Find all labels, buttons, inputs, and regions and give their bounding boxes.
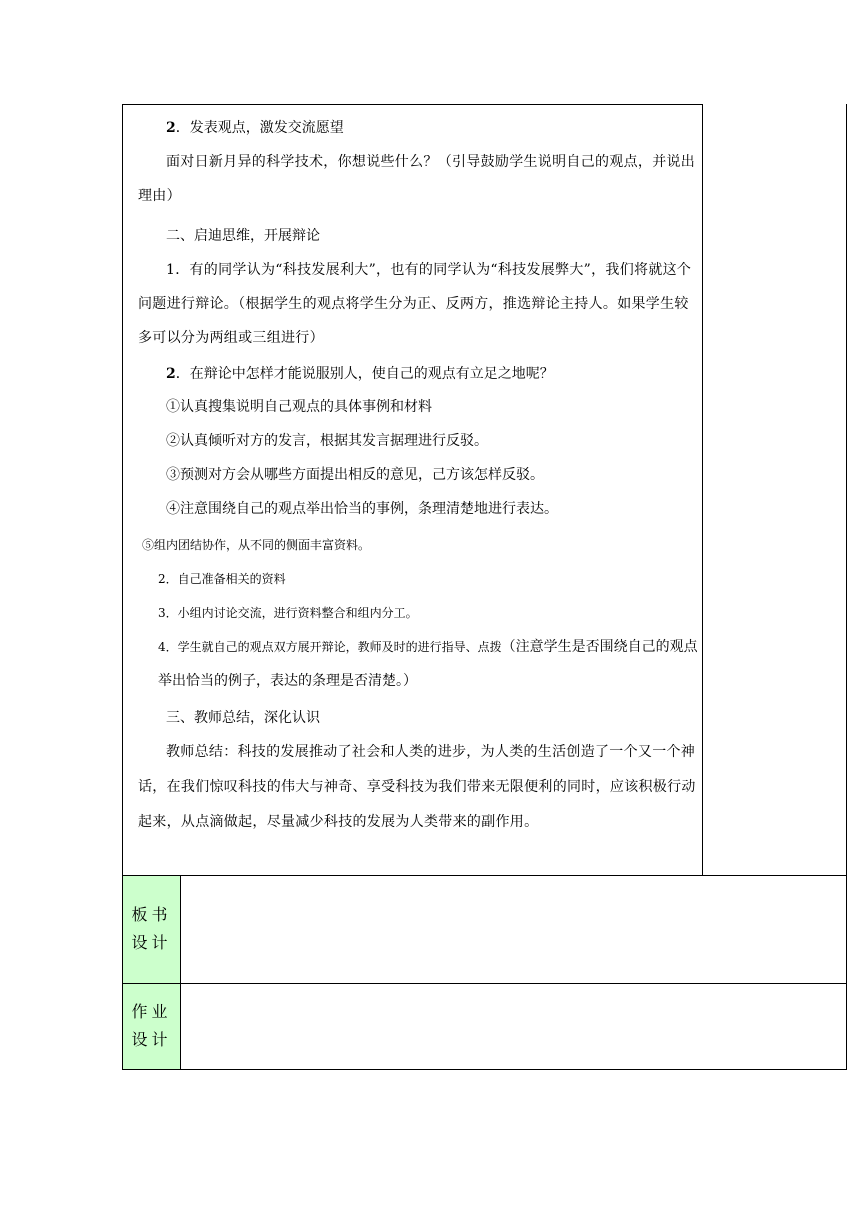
bottom-border: [122, 1069, 847, 1070]
paragraph-10: ⑤组内团结协作，从不同的侧面丰富资料。: [142, 538, 371, 552]
right-border: [846, 104, 847, 1070]
paragraph-13-note: （注意学生是否围绕自己的观点举出恰当的例子，表达的条理是否清楚。）: [158, 639, 698, 689]
paragraph-4: 1．有的同学认为“科技发展利大”，也有的同学认为“科技发展弊大”，我们将就这个问题进行辩论。（根据学生的观点将学生分为正、反两方，推选辩论主持人。如果学生较多可以分为两组或三组进行）: [138, 262, 692, 346]
paragraph-15: 教师总结：科技的发展推动了社会和人类的进步，为人类的生活创造了一个又一个神话，在我们惊叹科技的伟大与神奇、享受科技为我们带来无限便利的同时，应该积极行动起来，从点滴做起，尽量减少科技的发展为人类带来的副作用。: [138, 744, 696, 830]
board-design-label-cell: [123, 876, 180, 983]
label-column-border: [180, 875, 181, 1070]
top-border: [122, 104, 703, 105]
homework-design-label-line2: 设计: [131, 1030, 172, 1049]
paragraph-8: ③预测对方会从哪些方面提出相反的意见，己方该怎样反驳。: [166, 467, 544, 483]
row-divider-2: [122, 983, 847, 984]
board-design-label-line1: 板书: [131, 905, 172, 924]
paragraph-9: ④注意围绕自己的观点举出恰当的事例，条理清楚地进行表达。: [166, 501, 558, 517]
paragraph-11: 2．自己准备相关的资料: [158, 572, 286, 586]
paragraph-1-number: 2: [166, 120, 176, 136]
paragraph-3: 二、启迪思维，开展辩论: [166, 228, 320, 244]
paragraph-6: ①认真搜集说明自己观点的具体事例和材料: [166, 399, 432, 415]
paragraph-1-text: ．发表观点，激发交流愿望: [175, 120, 344, 136]
paragraph-12: 3．小组内讨论交流，进行资料整合和组内分工。: [158, 606, 418, 620]
paragraph-1: [138, 110, 700, 146]
board-design-label-line2: 设计: [131, 933, 172, 952]
homework-design-label-cell: [123, 984, 180, 1069]
paragraph-2: 面对日新月异的科学技术，你想说些什么？（引导鼓励学生说明自己的观点，并说出理由）: [138, 154, 696, 204]
paragraph-5: [138, 356, 700, 392]
row-divider-1: [122, 875, 847, 876]
paragraph-13-lead: 4．学生就自己的观点双方展开辩论，教师及时的进行指导、点拨: [158, 640, 502, 654]
paragraph-7: ②认真倾听对方的发言，根据其发言据理进行反驳。: [166, 433, 488, 449]
paragraph-5-number: 2: [166, 366, 176, 382]
content-right-border: [702, 104, 703, 876]
paragraph-14: 三、教师总结，深化认识: [166, 710, 320, 726]
paragraph-5-text: ．在辩论中怎样才能说服别人，使自己的观点有立足之地呢？: [175, 366, 554, 382]
homework-design-label-line1: 作业: [131, 1002, 172, 1021]
paragraph-13: [158, 630, 700, 698]
